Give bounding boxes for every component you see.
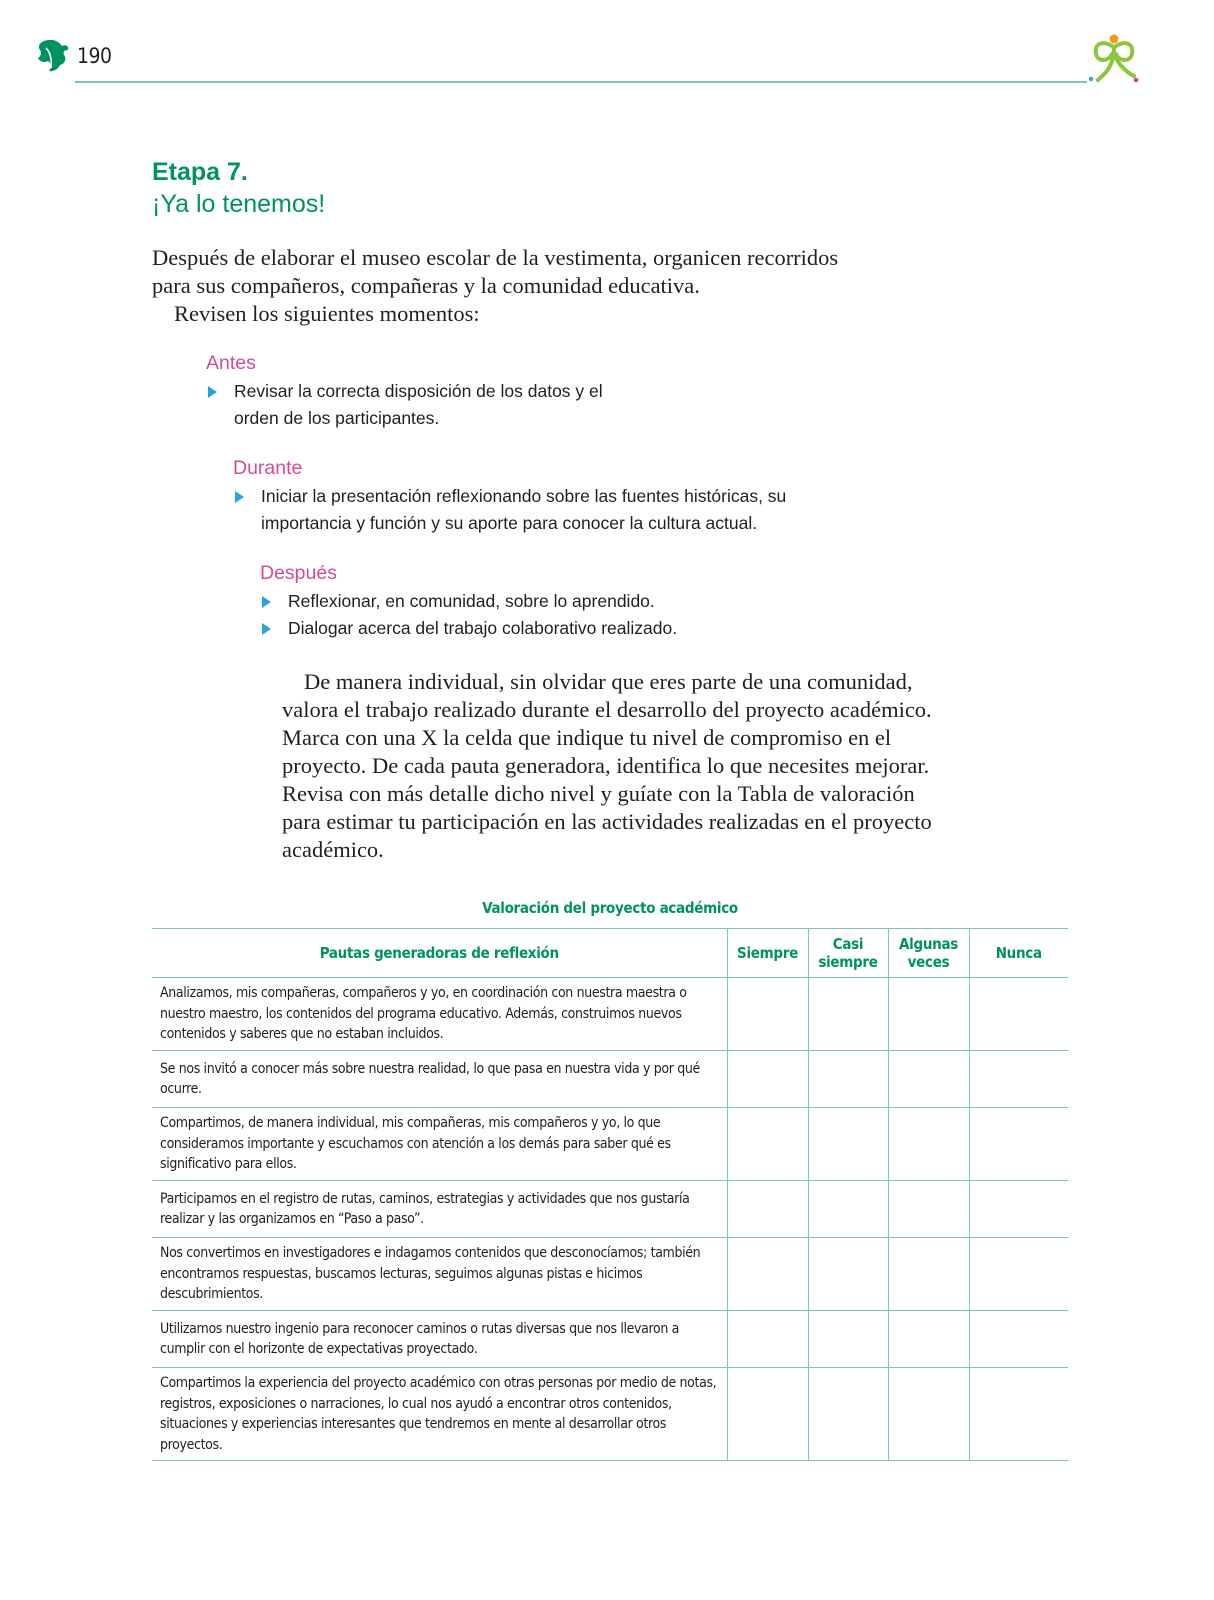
list-item-text: Revisar la correcta disposición de los datos y el orden de los participantes. <box>234 381 603 428</box>
moment-antes <box>206 350 626 432</box>
cell-algunas-veces[interactable] <box>888 1311 969 1368</box>
cell-casi-siempre[interactable] <box>808 1238 888 1311</box>
cell-siempre[interactable] <box>727 1108 808 1181</box>
col-header-pautas: Pautas generadoras de reflexión <box>152 929 727 978</box>
table-row <box>152 1051 1068 1108</box>
cell-siempre[interactable] <box>727 1368 808 1461</box>
page-number: 190 <box>77 44 112 68</box>
table-header-row <box>152 929 1068 978</box>
cell-nunca[interactable] <box>969 1108 1068 1181</box>
cell-casi-siempre[interactable] <box>808 1108 888 1181</box>
list-item-text: Iniciar la presentación reflexionando sobre las fuentes históricas, su importancia y función y su aporte para conocer la cultura actual. <box>261 486 787 533</box>
pauta-cell: Analizamos, mis compañeras, compañeros y yo, en coordinación con nuestra maestra o nuestro maestro, los contenidos del programa educativo. Además, construimos nuevos contenidos y saberes que no estaban incluidos. <box>152 978 727 1051</box>
stage-title: Etapa 7. <box>152 158 248 186</box>
moment-list <box>233 483 833 537</box>
intro-paragraph: Después de elaborar el museo escolar de la vestimenta, organicen recorridos para sus compañeros, compañeras y la comunidad educativa. <box>152 245 839 298</box>
pauta-cell: Participamos en el registro de rutas, caminos, estrategias y actividades que nos gustaría realizar y las organizamos en “Paso a paso”. <box>152 1181 727 1238</box>
moment-despues <box>260 560 820 642</box>
cell-siempre[interactable] <box>727 978 808 1051</box>
list-item <box>233 483 833 537</box>
cell-nunca[interactable] <box>969 1368 1068 1461</box>
moment-heading: Durante <box>233 457 303 479</box>
col-header-nunca: Nunca <box>969 929 1068 978</box>
cell-siempre[interactable] <box>727 1181 808 1238</box>
moment-heading: Después <box>260 562 337 584</box>
list-item <box>260 588 820 615</box>
cell-nunca[interactable] <box>969 1051 1068 1108</box>
cell-algunas-veces[interactable] <box>888 1108 969 1181</box>
triangle-bullet-icon <box>235 491 244 503</box>
triangle-bullet-icon <box>262 596 271 608</box>
cell-nunca[interactable] <box>969 978 1068 1051</box>
header-rule <box>75 81 1087 83</box>
table-row <box>152 1368 1068 1461</box>
individual-instructions <box>282 668 932 864</box>
cell-casi-siempre[interactable] <box>808 1181 888 1238</box>
cell-algunas-veces[interactable] <box>888 978 969 1051</box>
col-header-siempre: Siempre <box>727 929 808 978</box>
moment-list <box>260 588 820 642</box>
pauta-cell: Compartimos la experiencia del proyecto académico con otras personas por medio de notas, registros, exposiciones o narraciones, lo cual nos ayudó a encontrar otros contenidos, situaciones y experiencias interesantes que tendremos en mente al desarrollar otros proyectos. <box>152 1368 727 1461</box>
triangle-bullet-icon <box>208 386 217 398</box>
pauta-cell: Utilizamos nuestro ingenio para reconocer caminos o rutas diversas que nos llevaron a cumplir con el horizonte de expectativas proyectado. <box>152 1311 727 1368</box>
list-item-text: Dialogar acerca del trabajo colaborativo realizado. <box>288 618 678 638</box>
pauta-cell: Compartimos, de manera individual, mis compañeras, mis compañeros y yo, lo que consideramos importante y escuchamos con atención a los demás para saber qué es significativo para ellos. <box>152 1108 727 1181</box>
list-item <box>206 378 626 432</box>
cell-nunca[interactable] <box>969 1311 1068 1368</box>
page-header <box>0 0 1214 100</box>
table-row <box>152 1238 1068 1311</box>
cell-siempre[interactable] <box>727 1238 808 1311</box>
individual-paragraph: De manera individual, sin olvidar que eres parte de una comunidad, valora el trabajo realizado durante el desarrollo del proyecto académico. Marca con una X la celda que indique tu nivel de compromiso en el proyecto. De cada pauta generadora, identifica lo que necesites mejorar. Revisa con más detalle dicho nivel y guíate con la Tabla de valoración para estimar tu participación en las actividades realizadas en el proyecto académico. <box>282 669 932 862</box>
table-row <box>152 1108 1068 1181</box>
cell-siempre[interactable] <box>727 1051 808 1108</box>
cell-casi-siempre[interactable] <box>808 1311 888 1368</box>
col-header-algunas-veces: Algunas veces <box>888 929 969 978</box>
list-item-text: Reflexionar, en comunidad, sobre lo aprendido. <box>288 591 655 611</box>
intro-text <box>152 244 852 328</box>
pauta-cell: Se nos invitó a conocer más sobre nuestra realidad, lo que pasa en nuestra vida y por qué ocurre. <box>152 1051 727 1108</box>
cell-algunas-veces[interactable] <box>888 1181 969 1238</box>
green-leaf-icon <box>36 38 70 74</box>
cell-siempre[interactable] <box>727 1311 808 1368</box>
cell-algunas-veces[interactable] <box>888 1368 969 1461</box>
table-caption: Valoración del proyecto académico <box>482 899 738 917</box>
intro-prompt: Revisen los siguientes momentos: <box>174 301 480 326</box>
cell-algunas-veces[interactable] <box>888 1051 969 1108</box>
moment-heading: Antes <box>206 352 256 374</box>
cell-casi-siempre[interactable] <box>808 978 888 1051</box>
triangle-bullet-icon <box>262 623 271 635</box>
col-header-casi-siempre: Casi siempre <box>808 929 888 978</box>
colorful-flower-icon <box>1088 32 1140 86</box>
moment-list <box>206 378 626 432</box>
valoracion-table <box>152 928 1068 1461</box>
cell-nunca[interactable] <box>969 1238 1068 1311</box>
list-item <box>260 615 820 642</box>
table-row <box>152 978 1068 1051</box>
cell-nunca[interactable] <box>969 1181 1068 1238</box>
cell-casi-siempre[interactable] <box>808 1051 888 1108</box>
moment-durante <box>233 455 833 537</box>
table-row <box>152 1311 1068 1368</box>
table-row <box>152 1181 1068 1238</box>
stage-subtitle: ¡Ya lo tenemos! <box>152 190 326 218</box>
cell-algunas-veces[interactable] <box>888 1238 969 1311</box>
pauta-cell: Nos convertimos en investigadores e indagamos contenidos que desconocíamos; también encontramos respuestas, buscamos lecturas, seguimos algunas pistas e hicimos descubrimientos. <box>152 1238 727 1311</box>
cell-casi-siempre[interactable] <box>808 1368 888 1461</box>
